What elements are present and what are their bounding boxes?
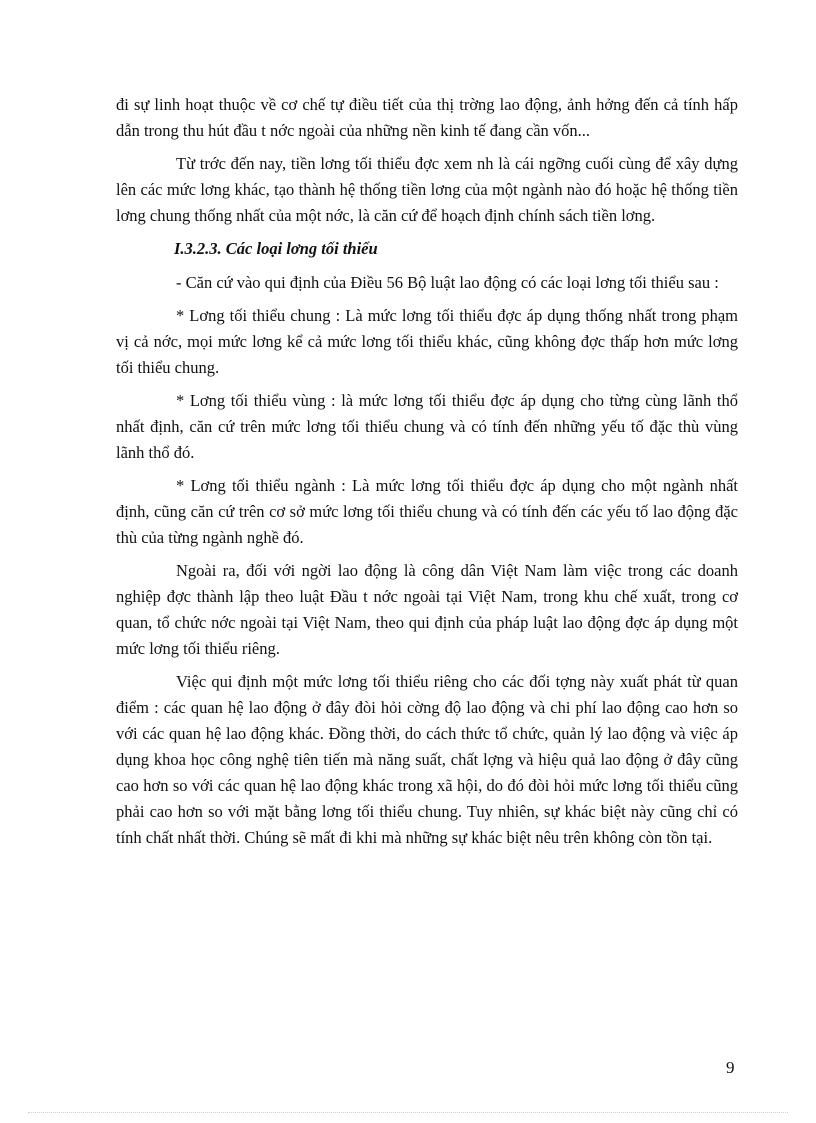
page-number: 9	[726, 1058, 735, 1077]
document-page	[116, 92, 738, 858]
paragraph-legal-basis: - Căn cứ vào qui định của Điều 56 Bộ luật lao động có các loại lơng tối thiểu sau :	[176, 273, 719, 292]
footer-divider	[28, 1112, 788, 1113]
paragraph-minimum-wage-threshold: Từ trớc đến nay, tiền lơng tối thiểu đợc xem nh là cái ngỡng cuối cùng để xây dựng lên các mức lơng khác, tạo thành hệ thống tiền lơng của một ngành nào đó hoặc hệ thống tiền lơng chung thống nhất của một nớc, là căn cứ để hoạch định chính sách tiền lơng.	[116, 154, 738, 225]
paragraph-continuation: đi sự linh hoạt thuộc về cơ chế tự điều tiết của thị trờng lao động, ảnh hởng đến cả tính hấp dẫn trong thu hút đầu t nớc ngoài của những nền kinh tế đang cần vốn...	[116, 95, 738, 140]
paragraph-general-minimum-wage: * Lơng tối thiểu chung : Là mức lơng tối thiểu đợc áp dụng thống nhất trong phạm vị cả nớc, mọi mức lơng kể cả mức lơng tối thiểu khác, cũng không đợc thấp hơn mức lơng tối thiểu chung.	[116, 306, 738, 377]
paragraph-industry-minimum-wage: * Lơng tối thiểu ngành : Là mức lơng tối thiểu đợc áp dụng cho một ngành nhất định, cũng căn cứ trên cơ sở mức lơng tối thiểu chung và có tính đến các yếu tố lao động đặc thù của từng ngành nghề đó.	[116, 476, 738, 547]
paragraph-regional-minimum-wage: * Lơng tối thiểu vùng : là mức lơng tối thiểu đợc áp dụng cho từng cùng lãnh thổ nhất định, căn cứ trên mức lơng tối thiểu chung và có tính đến những yếu tố đặc thù vùng lãnh thổ đó.	[116, 391, 738, 462]
section-heading: I.3.2.3. Các loại lơng tối thiểu	[174, 239, 378, 258]
paragraph-foreign-investment-workers: Ngoài ra, đối với ngời lao động là công dân Việt Nam làm việc trong các doanh nghiệp đợc thành lập theo luật Đầu t nớc ngoài tại Việt Nam, trong khu chế xuất, trong cơ quan, tổ chức nớc ngoài tại Việt Nam, theo qui định của pháp luật lao động đợc áp dụng một mức lơng tối thiểu riêng.	[116, 561, 738, 658]
paragraph-separate-minimum-wage-rationale: Việc qui định một mức lơng tối thiểu riêng cho các đối tợng này xuất phát từ quan điểm : các quan hệ lao động ở đây đòi hỏi cờng độ lao động và chi phí lao động cao hơn so với các quan hệ lao động khác. Đồng thời, do cách thức tổ chức, quản lý lao động và việc áp dụng khoa học công nghệ tiên tiến mà năng suất, chất lợng và hiệu quả lao động ở đây cũng cao hơn so với các quan hệ lao động khác trong xã hội, do đó đòi hỏi mức lơng tối thiểu cũng phải cao hơn so với mặt bằng lơng tối thiểu chung. Tuy nhiên, sự khác biệt này cũng chỉ có tính chất nhất thời. Chúng sẽ mất đi khi mà những sự khác biệt nêu trên không còn tồn tại.	[116, 672, 738, 847]
